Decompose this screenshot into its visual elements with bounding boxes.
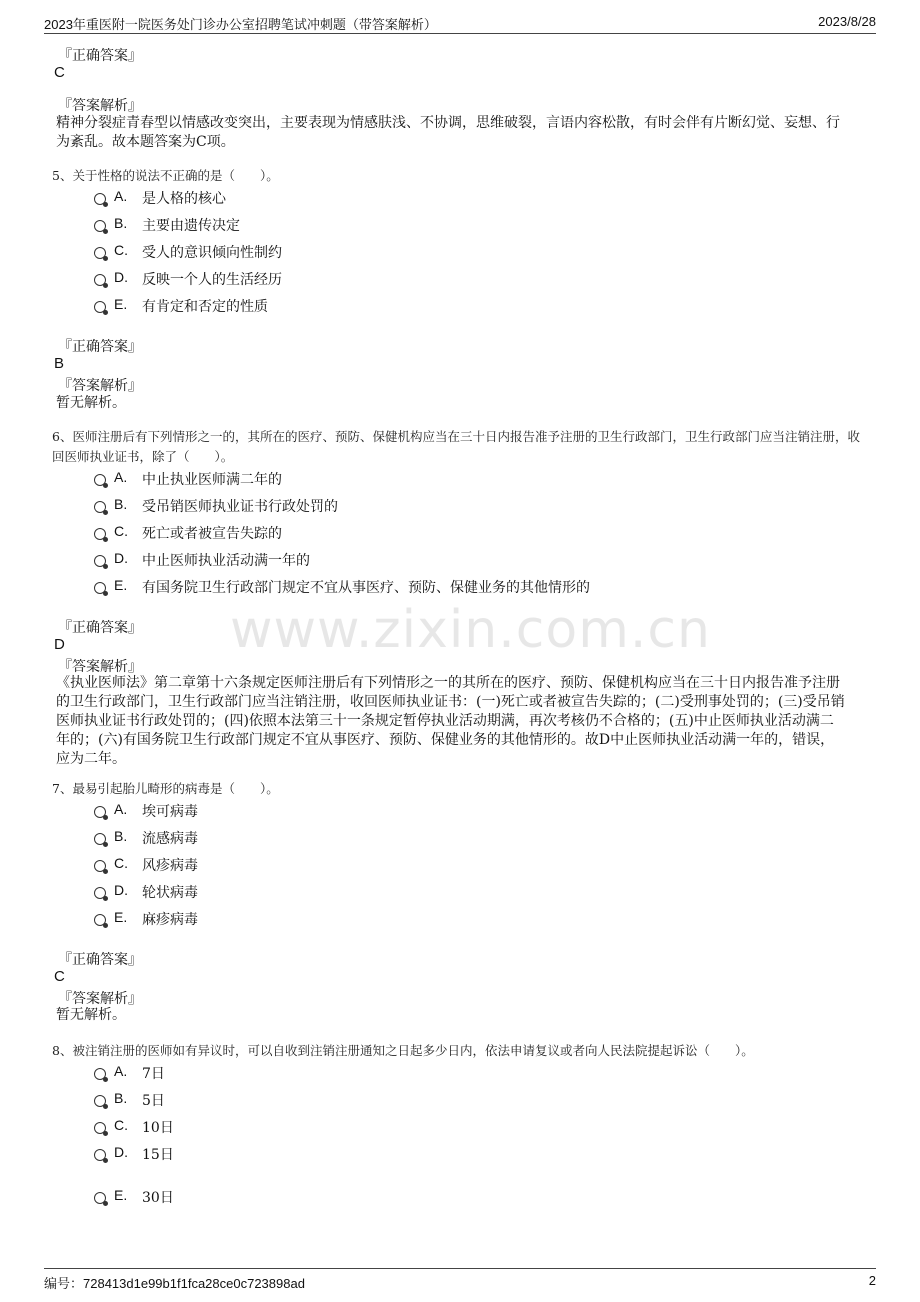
page-footer [44,1268,876,1292]
document-code: 编号：728413d1e99b1f1fca28ce0c723898ad [44,1276,305,1291]
radio-icon[interactable] [94,555,106,567]
q6-stem: 6、医师注册后有下列情形之一的，其所在的医疗、预防、保健机构应当在三十日内报告准予注册的卫生行政部门，卫生行政部门应当注销注册，收回医师执业证书，除了（ ）。 [52,429,860,464]
q5-stem: 5、关于性格的说法不正确的是（ ）。 [52,168,279,183]
radio-icon[interactable] [94,528,106,540]
q6-analysis-label: 『答案解析』 [58,659,142,675]
q4-answer: C [54,64,65,81]
radio-icon[interactable] [94,474,106,486]
radio-icon[interactable] [94,1095,106,1107]
radio-icon[interactable] [94,274,106,286]
radio-icon[interactable] [94,501,106,513]
radio-icon[interactable] [94,193,106,205]
radio-icon[interactable] [94,582,106,594]
q5-analysis-text: 暂无解析。 [56,395,126,411]
watermark: www.zixin.com.cn [230,600,711,660]
q5-correct-label: 『正确答案』 [58,339,142,355]
q4-analysis-label: 『答案解析』 [58,98,142,114]
radio-icon[interactable] [94,1068,106,1080]
q7-analysis-label: 『答案解析』 [58,991,142,1007]
radio-icon[interactable] [94,220,106,232]
q5-answer: B [54,355,65,372]
q7-analysis-text: 暂无解析。 [56,1007,126,1023]
radio-icon[interactable] [94,833,106,845]
q8-stem: 8、被注销注册的医师如有异议时，可以自收到注销注册通知之日起多少日内，依法申请复议或者向人民法院提起诉讼（ ）。 [52,1043,754,1058]
q6-correct-label: 『正确答案』 [58,620,142,636]
page-number: 2 [868,1273,876,1288]
page-header [44,12,876,34]
q6-analysis-text: 《执业医师法》第二章第十六条规定医师注册后有下列情形之一的其所在的医疗、预防、保健机构应当在三十日内报告准予注册的卫生行政部门，卫生行政部门应当注销注册，收回医师执业证书：(一)死亡或者被宣告失踪的；(二)受刑事处罚的；(三)受吊销医师执业证书行政处罚的；(四)依照本法第三十一条规定暂停执业活动期满，再次考核仍不合格的；(五)中止医师执业活动满二年的；(六)有国务院卫生行政部门规定不宜从事医疗、预防、保健业务的其他情形的。故D中止医师执业活动满一年的，错误，应为二年。 [56,675,845,767]
radio-icon[interactable] [94,247,106,259]
radio-icon[interactable] [94,887,106,899]
radio-icon[interactable] [94,1149,106,1161]
q4-correct-label: 『正确答案』 [58,48,142,64]
document-date: 2023/8/28 [818,14,876,29]
document-title: 2023年重医附一院医务处门诊办公室招聘笔试冲刺题（带答案解析） [44,17,437,32]
radio-icon[interactable] [94,1122,106,1134]
q7-answer: C [54,968,65,985]
radio-icon[interactable] [94,860,106,872]
radio-icon[interactable] [94,301,106,313]
radio-icon[interactable] [94,806,106,818]
q7-stem: 7、最易引起胎儿畸形的病毒是（ ）。 [52,781,279,796]
radio-icon[interactable] [94,914,106,926]
radio-icon[interactable] [94,1192,106,1204]
q5-analysis-label: 『答案解析』 [58,378,142,394]
q4-analysis-text: 精神分裂症青春型以情感改变突出，主要表现为情感肤浅、不协调，思维破裂，言语内容松散，有时会伴有片断幻觉、妄想、行为紊乱。故本题答案为C项。 [56,115,840,150]
q6-answer: D [54,636,65,653]
q7-correct-label: 『正确答案』 [58,952,142,968]
